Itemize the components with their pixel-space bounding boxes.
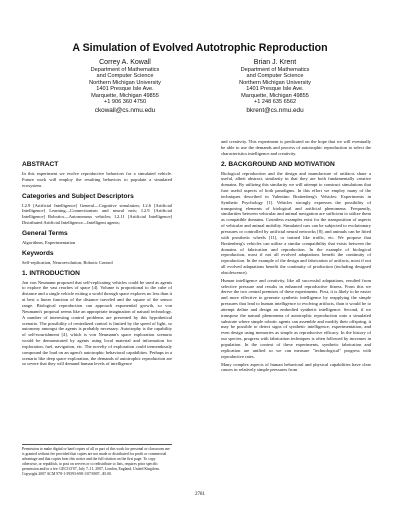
page-number: 2781 (195, 492, 205, 497)
author-address: 1401 Presque Isle Ave. (246, 86, 304, 93)
categories-heading: Categories and Subject Descriptors (22, 192, 134, 200)
author-dept2: and Computer Science (246, 73, 304, 80)
general-terms-text: Algorithms, Experimentation (22, 239, 76, 245)
author-dept2: and Computer Science (96, 73, 154, 80)
general-terms-heading: General Terms (22, 229, 68, 237)
abstract-text: In this experiment we evolve reproductive behaviors for a simulated vehicle. Future work will employ the resulting behaviors to populate a simulated ecosystem. (22, 171, 172, 188)
author-phone: +1 906 360 4750 (103, 99, 147, 106)
author-email[interactable]: ckowall@cs.nmu.edu (94, 107, 156, 115)
author-university: Northern Michigan University (239, 79, 311, 86)
author-block-1 (40, 59, 210, 115)
right-column (221, 139, 371, 375)
author-dept: Department of Mathematics (90, 67, 160, 73)
abstract-heading: ABSTRACT (22, 161, 59, 168)
keywords-heading: Keywords (22, 249, 54, 257)
author-dept: Department of Mathematics (240, 67, 310, 73)
background-heading: 2. BACKGROUND AND MOTIVATION (221, 160, 335, 168)
background-paragraph-2: Human intelligence and creativity, like all successful adaptations, resulted from selective pressure and results in enhanced reproductive fitness. From this we derive the two central premises of these experiments. First, it is likely to be easier and more effective to generate synthetic intelligence by reapplying the simple pressures that lead to human intelligence to evolving artifacts, than it would be to attempt define and design an embodied synthetic intelligence. Second, if we transpose the natural phenomena of autotrophic reproduction onto a simulated substrate where simple robotic agents can assemble and modify their offspring, it may be possible to detect signs of synthetic intelligence, experimentation, and even design using memories as simple as reproductive efficacy. In the history of our species, progress with fabrication techniques is often followed by increases in population. In the context of these experiments, synthetic fabrication and replication are unified so we can measure "technological" progress with reproductive rates. (221, 277, 371, 359)
background-paragraph-3: Many complex aspects of human behavioral and physical capabilities have clear causes in relatively simple pressures from (221, 361, 371, 373)
author-email[interactable]: bkrent@cs.nmu.edu (246, 107, 304, 115)
keywords-text: Self-replication, Neuroevolution, Robotic Control (22, 259, 113, 265)
introduction-text: Jon von Neumann proposed that self-replicating vehicles could be used as agents to explore the vast reaches of space [4]. Volume is proportional to the cube of distance and a single vehicle exiting a world through space explores no less than it at best a linear function of the distance traveled and the square of the sensor range. Biological reproduction can approach exponential growth, so von Neumann's proposal seems like an appropriate imagination of natural technology. A number of interesting control problems are presented by this hypothetical scenario. The possibility of centralized control is limited by the speed of light, so autonomy amongst the agents is probably necessary. Autotrophy is the capability of self-nourishment [4], which is von Neumann's space exploration scenario would be demonstrated by agents using local material and information for exploration, fuel, navigation, etc. The novelty of exploration could tremendously compound the load on an agent's autotrophic behavioral capabilities. Perhaps in a scenario like deep space exploration, the demands of autotrophic reproduction are so severe that they will demand human levels of intelligence (22, 279, 173, 367)
author-phone: +1 248 635 6562 (253, 99, 297, 106)
left-column (22, 157, 172, 369)
author-name: Correy A. Kowall (99, 59, 151, 66)
paper-title: A Simulation of Evolved Autotrophic Reproduction (72, 42, 328, 54)
author-city: Marquette, Michigan 49855 (91, 92, 159, 99)
background-paragraph-1: Biological reproduction and the design and manufacture of artifacts share a useful, albeit abstract, similarity in that they are both fundamentally creative domains. By utilizing this similarity we will attempt to construct simulations that fuse useful aspects of both paradigms. In this effort we employ many of the techniques described in Valentino Braitenberg's Vehicles: Experiments in Synthetic Psychology [1]. Vehicles strongly expresses the possibility of transposing elements of biological and artificial phenomena. Frequently, similarities between vehicular and animal navigation are sufficient to utilize them as compatible domains. Countless examples exist for the transposition of aspects of vehicular and animal mobility. Simulated cars can be subjected to evolutionary pressures or controlled by artificial neural networks [8], and animals can be fitted with prosthetic wheels [11], or trained like traffic, etc. We propose that Braitenberg's vehicles can utilize a similar compatibility that exists between the domains of fabrication and reproduction. In the example of biological reproduction, most if not all evolved adaptations benefit the continuity of reproduction. In the example of the design and fabrication of artifacts, most if not all evolved adaptations benefit the continuity of production (including designed obsolescence). (221, 170, 371, 275)
author-address: 1401 Presque Isle Ave. (96, 86, 154, 93)
author-block-2 (190, 59, 360, 115)
author-city: Marquette, Michigan 49855 (241, 92, 309, 99)
author-name: Brian J. Krent (253, 59, 297, 66)
author-university: Northern Michigan University (89, 79, 161, 86)
introduction-heading: 1. INTRODUCTION (22, 269, 80, 277)
categories-text: I.2.9 [Artificial Intelligence] General—Cognitive simulation; I.2.6 [Artificial Intelligence] Learning—Connectionism and neural nets; I.2.9 [Artificial Intelligence] Robotics—Autonomous vehicles; I.2.11 [Artificial Intelligence] Distributed Artificial Intelligence—Intelligent agents; (22, 202, 172, 226)
continued-text: and creativity. This experiment is predicated on the hope that we will eventually be able to use the demands and process of autotrophic reproduction to select the characteristics intelligence and creativity. (221, 139, 371, 156)
permission-footnote: Permission to make digital or hard copies of all or part of this work for personal or classroom use is granted without fee provided that copies are not made or distributed for profit or commercial advantage and that copies bear this notice and the full citation on the first page. To copy otherwise, or republish, to post on servers or to redistribute to lists, requires prior specific permission and/or a fee. GECCO'07, July 7–11, 2007, London, England, United Kingdom. Copyright 2007 ACM 978-1-59593-698-1/07/0007...$5.00. (22, 444, 172, 476)
